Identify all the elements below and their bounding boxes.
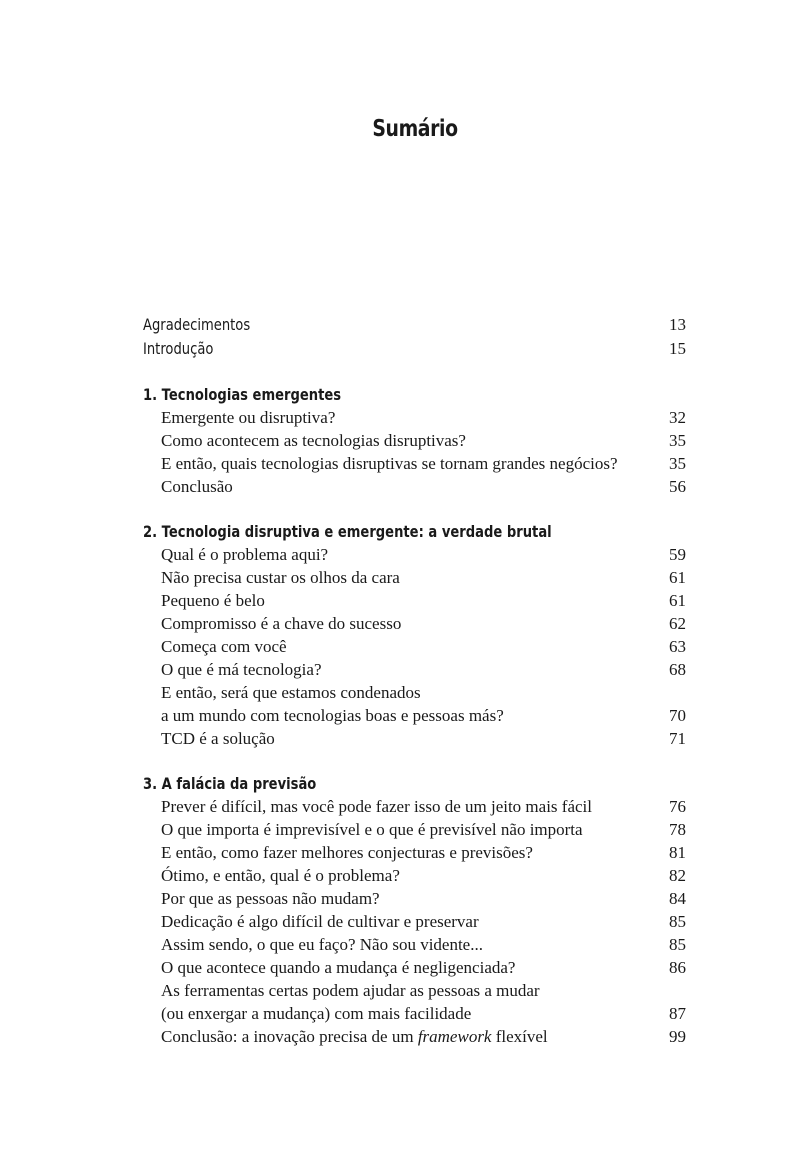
toc-page-number: 87	[669, 1004, 686, 1023]
chapter-title: 1. Tecnologias emergentes	[143, 385, 342, 404]
toc-page-number: 84	[669, 889, 686, 908]
toc-entry-label: O que acontece quando a mudança é negligenciada?	[161, 958, 516, 977]
toc-entry	[143, 543, 686, 566]
toc-entry	[143, 818, 686, 841]
toc-entry-label: a um mundo com tecnologias boas e pessoas más?	[161, 706, 504, 725]
toc-page-number: 68	[669, 660, 686, 679]
toc-entry-label: Ótimo, e então, qual é o problema?	[161, 866, 400, 885]
toc-entry-label: Prever é difícil, mas você pode fazer isso de um jeito mais fácil	[161, 797, 592, 816]
toc-entry-label: O que é má tecnologia?	[161, 660, 322, 679]
table-of-contents	[143, 313, 686, 1048]
toc-entry	[143, 589, 686, 612]
toc-chapter-section	[143, 383, 686, 498]
toc-entry-label: E então, será que estamos condenados	[161, 683, 421, 702]
toc-page-number: 61	[669, 568, 686, 587]
toc-page-number: 81	[669, 843, 686, 862]
chapter-title: 3. A falácia da previsão	[143, 774, 317, 793]
toc-entry-label	[161, 1025, 548, 1048]
toc-page-number: 32	[669, 408, 686, 427]
toc-entry-label: Emergente ou disruptiva?	[161, 408, 336, 427]
toc-page-number: 62	[669, 614, 686, 633]
toc-entry-label: (ou enxergar a mudança) com mais facilidade	[161, 1004, 472, 1023]
toc-page-number: 78	[669, 820, 686, 839]
toc-entry	[143, 933, 686, 956]
toc-front-item	[143, 337, 686, 361]
toc-entry-label: As ferramentas certas podem ajudar as pessoas a mudar	[161, 981, 540, 1000]
toc-entry	[143, 910, 686, 933]
toc-entry-label: Pequeno é belo	[161, 591, 265, 610]
toc-entry	[143, 956, 686, 979]
toc-page-number: 15	[669, 339, 686, 358]
toc-entry-label: Compromisso é a chave do sucesso	[161, 614, 402, 633]
toc-entry-label: Qual é o problema aqui?	[161, 545, 329, 564]
toc-entry-label: Conclusão	[161, 477, 233, 496]
toc-page-number: 59	[669, 545, 686, 564]
toc-entry-label: Dedicação é algo difícil de cultivar e preservar	[161, 912, 479, 931]
toc-entry	[143, 1025, 686, 1048]
toc-page-number: 82	[669, 866, 686, 885]
toc-entry-label-end: flexível	[491, 1027, 548, 1046]
toc-entry	[143, 566, 686, 589]
page-title: Sumário	[372, 116, 458, 142]
toc-entry	[143, 429, 686, 452]
toc-entry	[143, 1002, 686, 1025]
toc-entry-label: Não precisa custar os olhos da cara	[161, 568, 400, 587]
toc-entry	[143, 475, 686, 498]
toc-entry	[143, 841, 686, 864]
toc-entry-label: Introdução	[143, 339, 214, 358]
toc-entry	[143, 887, 686, 910]
toc-entry-label: TCD é a solução	[161, 729, 275, 748]
toc-page-number: 86	[669, 958, 686, 977]
chapter-heading	[143, 772, 686, 795]
toc-page-number: 76	[669, 797, 686, 816]
toc-page-number: 56	[669, 477, 686, 496]
toc-entry	[143, 979, 686, 1002]
toc-chapter-section	[143, 772, 686, 1048]
chapter-title: 2. Tecnologia disruptiva e emergente: a verdade brutal	[143, 522, 552, 541]
toc-entry	[143, 864, 686, 887]
toc-entry	[143, 658, 686, 681]
toc-entry	[143, 612, 686, 635]
toc-page-number: 85	[669, 935, 686, 954]
toc-entry-label: Agradecimentos	[143, 315, 251, 334]
toc-entry-label: Começa com você	[161, 637, 287, 656]
chapter-heading	[143, 383, 686, 406]
toc-page-number: 85	[669, 912, 686, 931]
toc-page-number: 35	[669, 431, 686, 450]
toc-page-number: 63	[669, 637, 686, 656]
toc-entry	[143, 406, 686, 429]
toc-entry	[143, 452, 686, 475]
toc-entry-label: E então, quais tecnologias disruptivas se tornam grandes negócios?	[161, 454, 618, 473]
toc-page-number: 61	[669, 591, 686, 610]
toc-page-number: 13	[669, 315, 686, 334]
toc-front-item	[143, 313, 686, 337]
toc-entry-label: Assim sendo, o que eu faço? Não sou vidente...	[161, 935, 483, 954]
toc-entry-label: Por que as pessoas não mudam?	[161, 889, 380, 908]
toc-entry-label: E então, como fazer melhores conjecturas e previsões?	[161, 843, 533, 862]
toc-entry	[143, 635, 686, 658]
toc-entry-label: O que importa é imprevisível e o que é previsível não importa	[161, 820, 583, 839]
chapter-heading	[143, 520, 686, 543]
toc-entry-label: Como acontecem as tecnologias disruptivas?	[161, 431, 466, 450]
toc-entry	[143, 681, 686, 704]
toc-entry	[143, 795, 686, 818]
toc-entry	[143, 727, 686, 750]
toc-chapter-section	[143, 520, 686, 750]
toc-page-number: 99	[669, 1027, 686, 1046]
toc-entry	[143, 704, 686, 727]
toc-entry-label-start: Conclusão: a inovação precisa de um	[161, 1027, 418, 1046]
toc-page-number: 71	[669, 729, 686, 748]
toc-page-number: 35	[669, 454, 686, 473]
toc-page-number: 70	[669, 706, 686, 725]
toc-entry-label-italic: framework	[417, 1027, 492, 1046]
